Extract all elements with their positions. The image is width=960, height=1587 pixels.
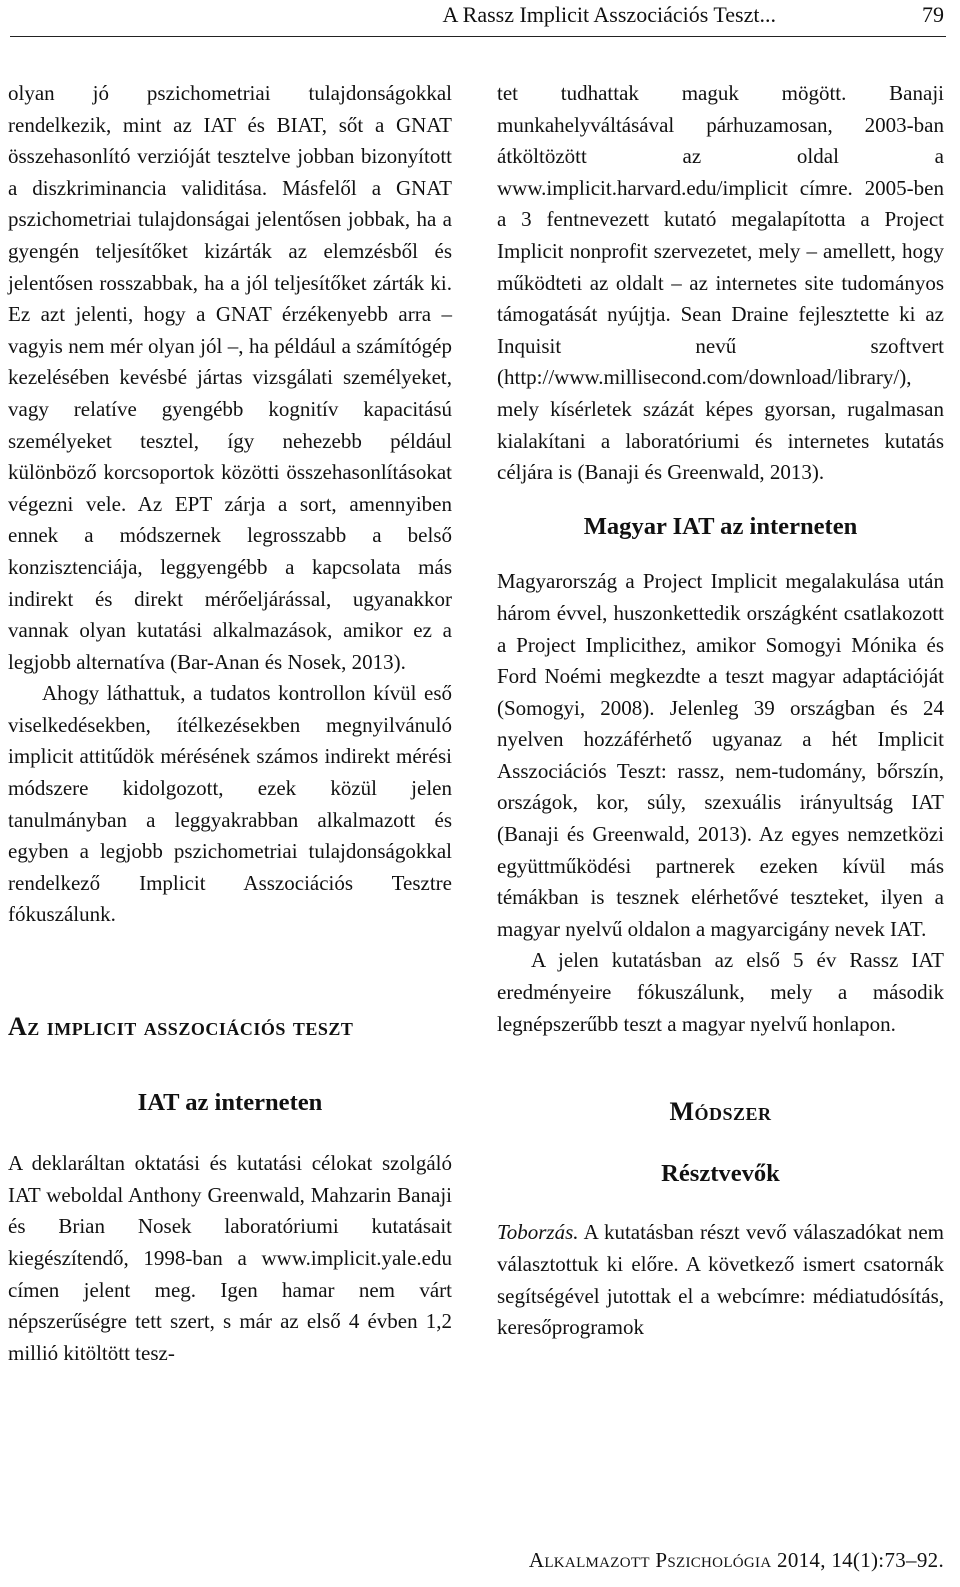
left-paragraph-2: Ahogy láthattuk, a tudatos kontrollon kívül eső viselkedésekben, ítélkezésekben megnyilvánuló implicit attitűdök mérésének számos indirekt mérési módszere kidolgozott, ezek közül jelen tanulmányban a leggyakrabban alkalmazott és egyben a legjobb pszichometriai tulajdonságokkal rendelkező Implicit Asszociációs Tesztre fókuszálunk. bbox=[8, 681, 452, 927]
right-paragraph-4 bbox=[497, 1217, 944, 1343]
left-paragraph-3: A deklaráltan oktatási és kutatási célokat szolgáló IAT weboldal Anthony Greenwald, Mahzarin Banaji és Brian Nosek laboratóriumi kutatásait kiegészítendő, 1998-ban a www.implicit.yale.edu címen jelent meg. Igen hamar nem várt népszerűségre tett szert, s már az első 4 évben 1,2 millió kitöltött tesz- bbox=[8, 1151, 452, 1365]
journal-citation: Alkalmazott Pszichológia 2014, 14(1):73–92. bbox=[528, 1548, 944, 1572]
subheading-magyar-iat: Magyar IAT az interneten bbox=[583, 512, 858, 540]
subheading-iat-internet: IAT az interneten bbox=[137, 1088, 323, 1116]
recruitment-text: A kutatásban részt vevő válaszadókat nem választottuk ki előre. A következő ismert csatornák segítségével jutottak el a webcímre: médiatudósítás, keresőprogramok bbox=[497, 1220, 944, 1340]
right-paragraph-3: A jelen kutatásban az első 5 év Rassz IAT eredményeire fókuszálunk, mely a második legnépszerűbb teszt a magyar nyelvű honlapon. bbox=[497, 948, 944, 1036]
right-paragraph-1: tet tudhattak maguk mögött. Banaji munkahelyváltásával párhuzamosan, 2003-ban átköltözött az oldal a www.implicit.harvard.edu/implicit címre. 2005-ben a 3 fentnevezett kutató megalapította a Project Implicit nonprofit szervezetet, mely – amellett, hogy működteti az oldalt – az internetes site tudományos támogatását nyújtja. Sean Draine fejlesztette ki az Inquisit nevű szoftvert (http://www.millisecond.com/download/library/), mely kísérletek százát képes gyorsan, rugalmasan kialakítani a laboratóriumi és internetes kutatás céljára is (Banaji és Greenwald, 2013). bbox=[497, 81, 944, 485]
running-title: A Rassz Implicit Asszociációs Teszt... bbox=[442, 2, 776, 27]
page-number: 79 bbox=[922, 2, 944, 27]
left-column bbox=[8, 78, 452, 1369]
recruitment-lead: Toborzás. bbox=[497, 1220, 579, 1245]
running-head bbox=[10, 0, 946, 37]
subheading-participants: Résztvevők bbox=[661, 1159, 780, 1187]
section-heading-method: Módszer bbox=[669, 1097, 772, 1127]
right-paragraph-2: Magyarország a Project Implicit megalakulása után három évvel, huszonkettedik országként csatlakozott a Project Implicithez, amikor Somogyi Mónika és Ford Noémi megkezdte a teszt magyar adaptációját (Somogyi, 2008). Jelenleg 39 országban és 24 nyelven hozzáférhető ugyanaz a hét Implicit Asszociációs Teszt: rassz, nem-tudomány, bőrszín, országok, kor, súly, szexuális irányultság IAT (Banaji és Greenwald, 2013). Az egyes nemzetközi együttműködési partnerek ezeken kívül más témákban is tesznek elérhetővé teszteket, ilyen a magyar nyelvű oldalon a magyarcigány nevek IAT. bbox=[497, 569, 944, 941]
section-heading-iat: Az implicit asszociációs teszt bbox=[8, 1012, 354, 1042]
left-paragraph-1: olyan jó pszichometriai tulajdonságokkal rendelkezik, mint az IAT és BIAT, sőt a GNAT összehasonlító verzióját tesztelve jobban bizonyított a diszkriminancia validitása. Másfelől a GNAT pszichometriai tulajdonságai jelentősen jobbak, ha a gyengén teljesítőket kizárták az elemzésből és jelentősen rosszabbak, ha a jól teljesítőket zárták ki. Ez azt jelenti, hogy a GNAT érzékenyebb arra – vagyis nem mér olyan jól –, ha például a számítógép kezelésében kevésbé jártas vizsgálati személyeket, vagy relatíve gyengébb kognitív kapacitású személyeket tesztel, így nehezebb például különböző korcsoportok közötti összehasonlításokat végezni vele. Az EPT zárja a sort, amennyiben ennek a módszernek legrosszabb a belső konzisztenciája, leggyengébb a kapcsolata más indirekt és direkt mérőeljárással, ugyanakkor vannak olyan kutatási alkalmazások, amikor ez a legjobb alternatíva (Bar-Anan és Nosek, 2013). bbox=[8, 81, 452, 674]
right-column bbox=[497, 78, 944, 1344]
